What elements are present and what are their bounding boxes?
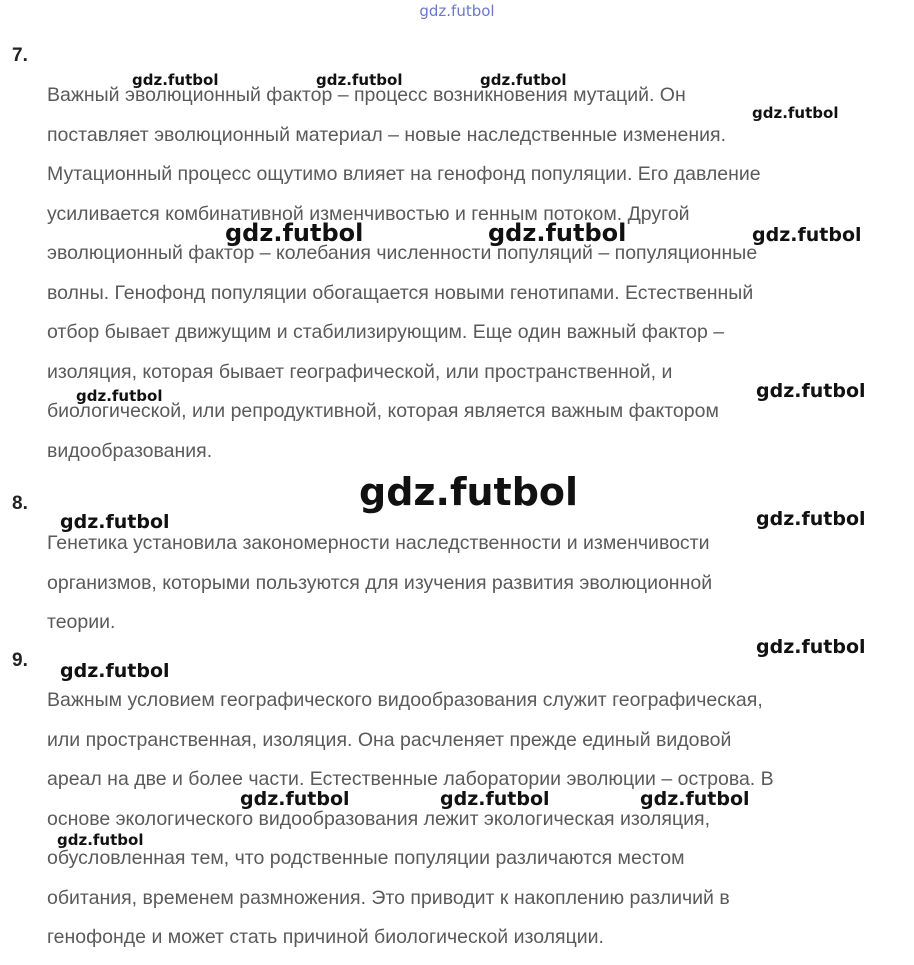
answer-paragraph-9 [47, 681, 909, 958]
watermark: gdz.futbol [756, 380, 866, 402]
watermark: gdz.futbol [752, 224, 862, 246]
text-line: или пространственная, изоляция. Она расчленяет прежде единый видовой [47, 728, 732, 751]
watermark: gdz.futbol [60, 511, 170, 533]
watermark: gdz.futbol [440, 788, 550, 810]
text-line: организмов, которыми пользуются для изучения развития эволюционной [47, 571, 713, 594]
question-number-7: 7. [12, 45, 28, 66]
question-number-8: 8. [12, 493, 28, 514]
header-watermark: gdz.futbol [419, 2, 495, 20]
text-line: Генетика установила закономерности наследственности и изменчивости [47, 532, 710, 554]
watermark: gdz.futbol [359, 470, 579, 514]
watermark: gdz.futbol [60, 660, 170, 682]
text-line: генофонде и может стать причиной биологической изоляции. [47, 926, 604, 948]
text-line: Мутационный процесс ощутимо влияет на генофонд популяции. Его давление [47, 163, 761, 185]
watermark: gdz.futbol [76, 387, 163, 405]
text-line: эволюционный фактор – колебания численности популяций – популяционные [47, 242, 758, 264]
watermark: gdz.futbol [756, 508, 866, 530]
text-line: обусловленная тем, что родственные популяции различаются местом [47, 847, 685, 869]
text-line: основе экологического видообразования лежит экологическая изоляция, [47, 807, 711, 830]
watermark: gdz.futbol [488, 219, 627, 247]
text-line: отбор бывает движущим и стабилизирующим. Еще один важный фактор – [47, 321, 725, 343]
text-line: ареал на две и более части. Естественные лаборатории эволюции – острова. В [47, 768, 774, 790]
text-line: усиливается комбинативной изменчивостью и генным потоком. Другой [47, 202, 690, 225]
answer-paragraph-7 [47, 76, 909, 471]
watermark: gdz.futbol [132, 71, 219, 89]
text-line: обитания, временем размножения. Это приводит к накоплению различий в [47, 886, 730, 909]
text-line: изоляция, которая бывает географической, или пространственной, и [47, 360, 673, 383]
answer-paragraph-8 [47, 524, 909, 643]
watermark: gdz.futbol [752, 104, 839, 122]
text-line: теории. [47, 611, 116, 633]
watermark: gdz.futbol [480, 71, 567, 89]
watermark: gdz.futbol [756, 636, 866, 658]
text-line: Важным условием географического видообразования служит географическая, [47, 689, 763, 711]
watermark: gdz.futbol [240, 788, 350, 810]
watermark: gdz.futbol [640, 788, 750, 810]
text-line: волны. Генофонд популяции обогащается новыми генотипами. Естественный [47, 281, 754, 304]
watermark: gdz.futbol [225, 219, 364, 247]
watermark: gdz.futbol [316, 71, 403, 89]
text-line: биологической, или репродуктивной, которая является важным фактором [47, 400, 719, 422]
text-line: поставляет эволюционный материал – новые наследственные изменения. [47, 123, 727, 146]
text-line: Важный эволюционный фактор – процесс возникновения мутаций. Он [47, 84, 686, 106]
watermark: gdz.futbol [57, 831, 144, 849]
text-line: видообразования. [47, 439, 213, 462]
question-number-9: 9. [12, 650, 28, 671]
